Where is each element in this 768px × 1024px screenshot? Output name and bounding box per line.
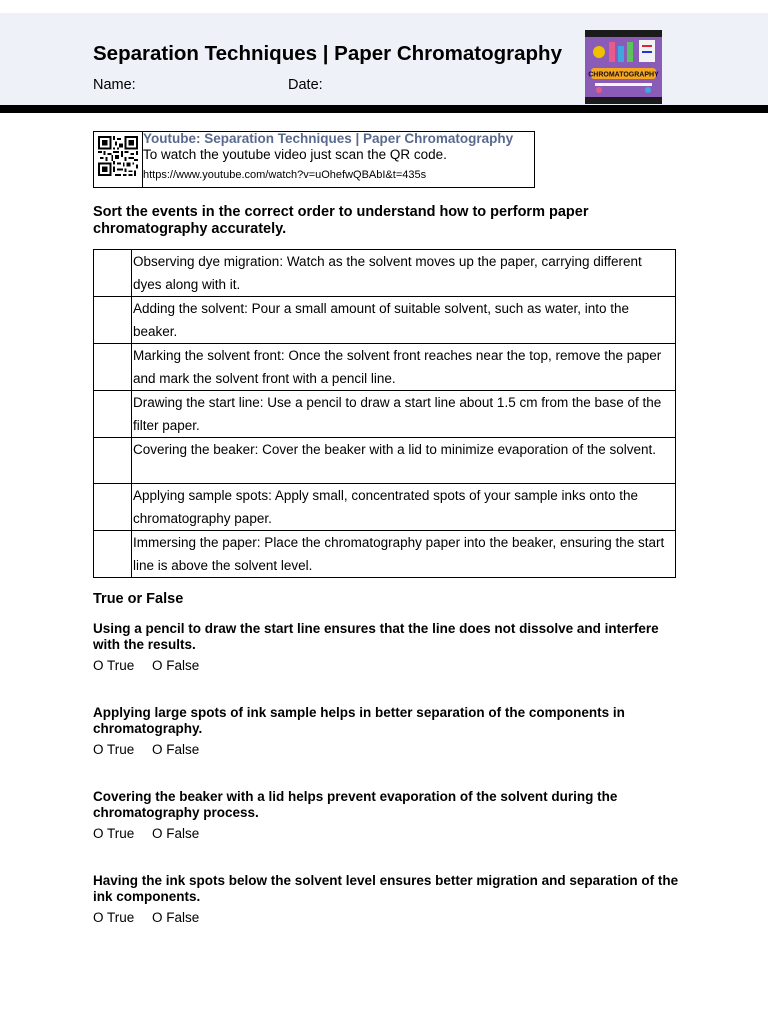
table-row (94, 297, 676, 344)
qr-code-icon[interactable] (98, 136, 138, 176)
order-input-cell[interactable] (94, 484, 132, 531)
false-option[interactable]: O False (152, 742, 200, 757)
step-text: Covering the beaker: Cover the beaker with a lid to minimize evaporation of the solvent. (132, 438, 676, 484)
video-title-link[interactable]: Youtube: Separation Techniques | Paper Chromatography (143, 131, 514, 146)
step-text: Marking the solvent front: Once the solvent front reaches near the top, remove the paper and mark the solvent front with a pencil line. (132, 344, 676, 391)
sort-task-instruction: Sort the events in the correct order to understand how to perform paper chromatography accurately. (93, 204, 589, 237)
table-row (94, 438, 676, 484)
step-text: Observing dye migration: Watch as the solvent moves up the paper, carrying different dyes along with it. (132, 250, 676, 297)
video-thumbnail-image (585, 30, 662, 104)
false-option[interactable]: O False (152, 658, 200, 673)
video-instruction: To watch the youtube video just scan the QR code. (143, 147, 447, 162)
page-title: Separation Techniques | Paper Chromatography (93, 42, 562, 65)
false-option[interactable]: O False (152, 910, 200, 925)
true-option[interactable]: O True (93, 742, 135, 757)
step-text: Immersing the paper: Place the chromatography paper into the beaker, ensuring the start line is above the solvent level. (132, 531, 676, 578)
qr-code-cell (94, 132, 143, 187)
step-text: Adding the solvent: Pour a small amount of suitable solvent, such as water, into the beaker. (132, 297, 676, 344)
table-row (94, 344, 676, 391)
tf-options-4 (93, 910, 213, 925)
order-input-cell[interactable] (94, 391, 132, 438)
order-input-cell[interactable] (94, 438, 132, 484)
name-label: Name: (93, 77, 136, 93)
tf-options-3 (93, 826, 213, 841)
order-input-cell[interactable] (94, 531, 132, 578)
tf-question-2: Applying large spots of ink sample helps in better separation of the components in chromatography. (93, 705, 625, 736)
table-row (94, 250, 676, 297)
true-option[interactable]: O True (93, 826, 135, 841)
tf-options-1 (93, 658, 213, 673)
order-input-cell[interactable] (94, 250, 132, 297)
video-url-link[interactable]: https://www.youtube.com/watch?v=uOhefwQBAbI&t=435s (143, 169, 427, 181)
tf-question-3: Covering the beaker with a lid helps prevent evaporation of the solvent during the chromatography process. (93, 789, 618, 820)
tf-question-4: Having the ink spots below the solvent level ensures better migration and separation of the ink components. (93, 873, 679, 904)
order-input-cell[interactable] (94, 344, 132, 391)
true-option[interactable]: O True (93, 910, 135, 925)
order-input-cell[interactable] (94, 297, 132, 344)
header-divider (0, 105, 768, 113)
step-text: Applying sample spots: Apply small, concentrated spots of your sample inks onto the chromatography paper. (132, 484, 676, 531)
true-false-heading: True or False (93, 591, 184, 607)
table-row (94, 391, 676, 438)
tf-options-2 (93, 742, 213, 757)
sort-steps-table (93, 249, 676, 578)
date-label: Date: (288, 77, 323, 93)
step-text: Drawing the start line: Use a pencil to draw a start line about 1.5 cm from the base of the filter paper. (132, 391, 676, 438)
false-option[interactable]: O False (152, 826, 200, 841)
table-row (94, 484, 676, 531)
table-row (94, 531, 676, 578)
svg-text:CHROMATOGRAPHY: CHROMATOGRAPHY (588, 71, 659, 79)
tf-question-1: Using a pencil to draw the start line ensures that the line does not dissolve and interfere with the results. (93, 621, 659, 652)
true-option[interactable]: O True (93, 658, 135, 673)
